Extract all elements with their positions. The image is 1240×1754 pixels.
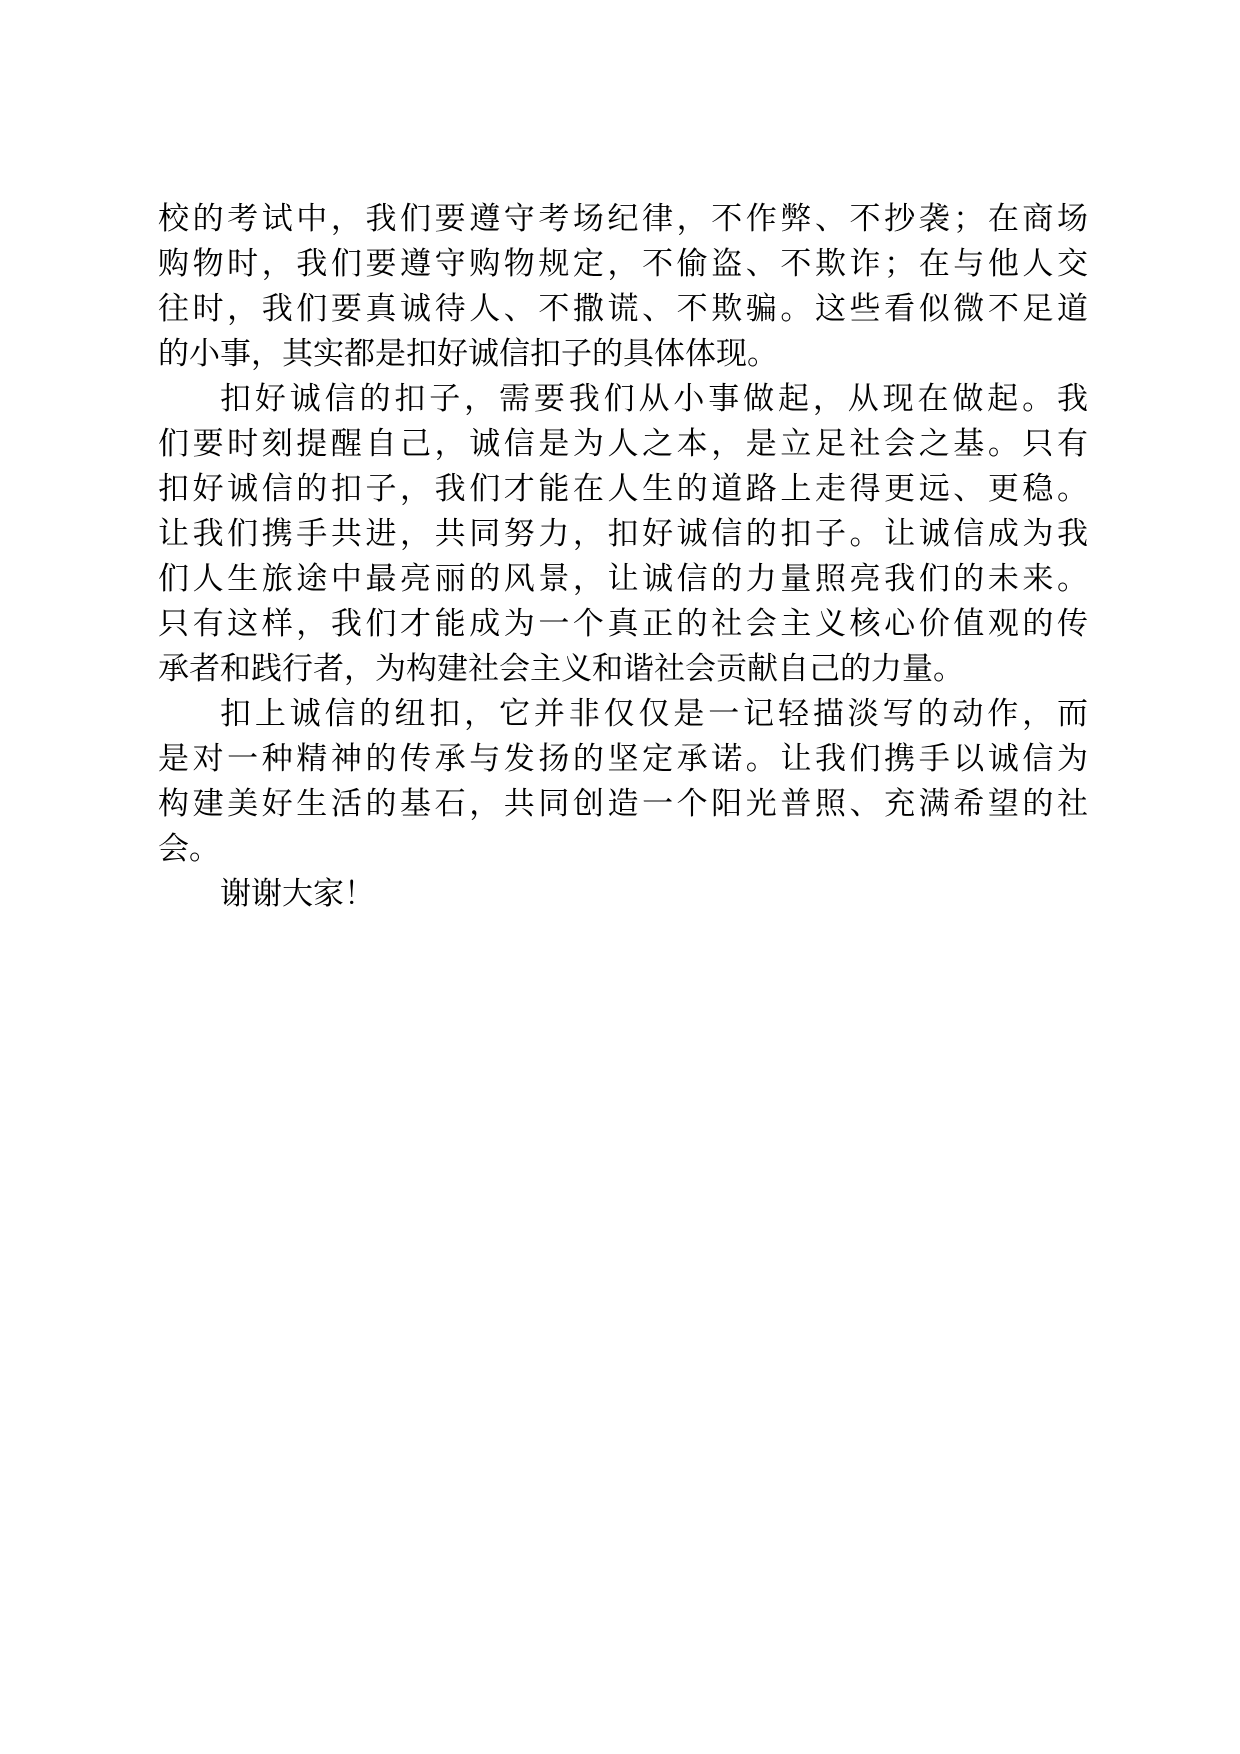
paragraph-line: 校的考试中，我们要遵守考场纪律，不作弊、不抄袭；在商场	[158, 201, 1088, 237]
body-text	[158, 197, 1088, 917]
paragraph-line: 构建美好生活的基石，共同创造一个阳光普照、充满希望的社	[158, 786, 1088, 822]
paragraph-line: 扣上诚信的纽扣，它并非仅仅是一记轻描淡写的动作，而	[220, 696, 1088, 732]
paragraph-line: 的小事，其实都是扣好诚信扣子的具体体现。	[158, 336, 778, 372]
paragraph-2	[158, 377, 1088, 692]
paragraph-line: 是对一种精神的传承与发扬的坚定承诺。让我们携手以诚信为	[158, 741, 1088, 777]
paragraph-3	[158, 692, 1088, 872]
paragraph-line: 会。	[158, 831, 220, 867]
paragraph-line: 往时，我们要真诚待人、不撒谎、不欺骗。这些看似微不足道	[158, 291, 1088, 327]
paragraph-line: 扣好诚信的扣子，我们才能在人生的道路上走得更远、更稳。	[158, 471, 1088, 507]
paragraph-line: 们人生旅途中最亮丽的风景，让诚信的力量照亮我们的未来。	[158, 561, 1088, 597]
paragraph-line: 们要时刻提醒自己，诚信是为人之本，是立足社会之基。只有	[158, 426, 1088, 462]
paragraph-line: 购物时，我们要遵守购物规定，不偷盗、不欺诈；在与他人交	[158, 246, 1088, 282]
paragraph-line: 扣好诚信的扣子，需要我们从小事做起，从现在做起。我	[220, 381, 1088, 417]
paragraph-line: 只有这样，我们才能成为一个真正的社会主义核心价值观的传	[158, 606, 1088, 642]
closing-line: 谢谢大家！	[220, 876, 375, 912]
paragraph-line: 承者和践行者，为构建社会主义和谐社会贡献自己的力量。	[158, 651, 964, 687]
paragraph-4	[158, 872, 1088, 917]
paragraph-1	[158, 197, 1088, 377]
paragraph-line: 让我们携手共进，共同努力，扣好诚信的扣子。让诚信成为我	[158, 516, 1088, 552]
